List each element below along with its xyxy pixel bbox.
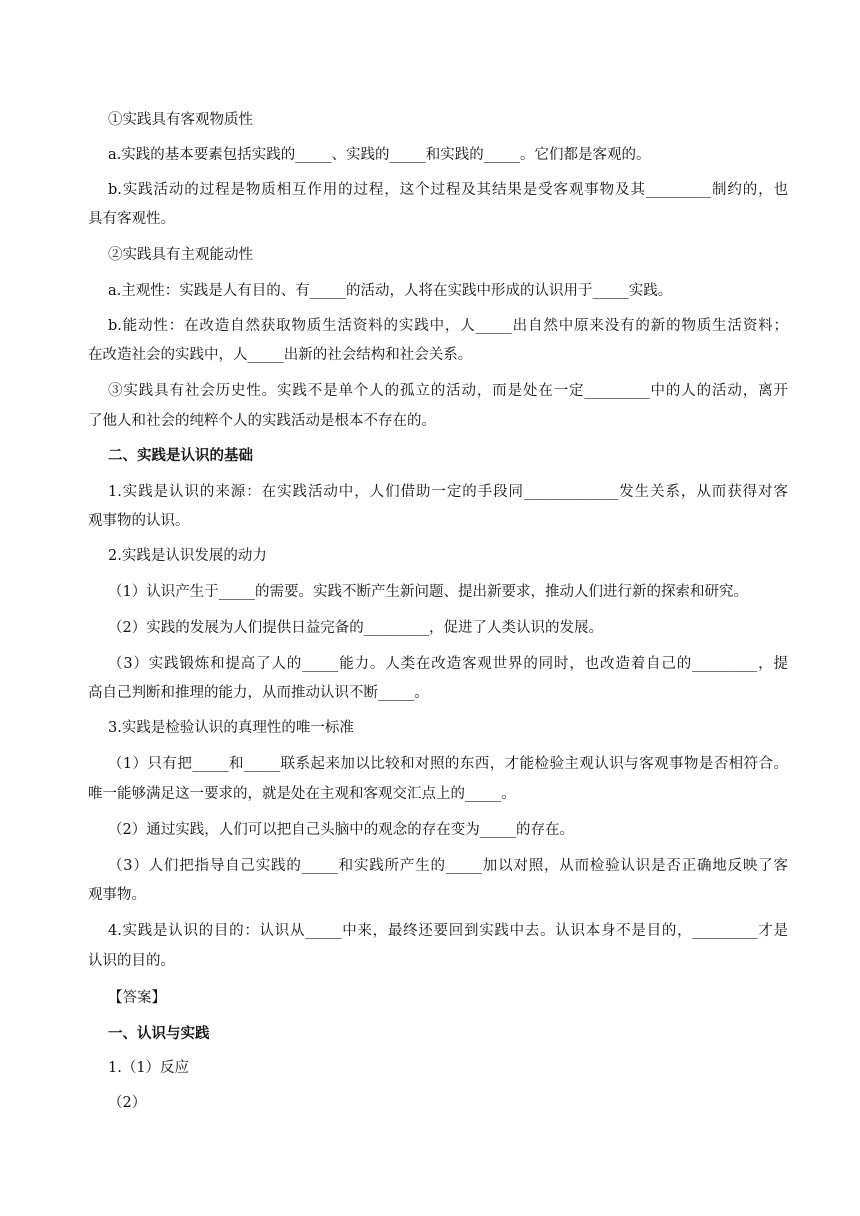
text-line: 具有客观性。 — [88, 211, 175, 227]
answer-heading: 【答案】 — [108, 990, 166, 1006]
text-line: ②实践具有主观能动性 — [108, 247, 253, 263]
text-line: （1）只有把_____和_____联系起来加以比较和对照的东西，才能检验主观认识与客观事物是否相符合。 — [108, 756, 788, 772]
text-line: （1）认识产生于_____的需要。实践不断产生新问题、提出新要求，推动人们进行新的探索和研究。 — [108, 584, 748, 600]
text-line: 1.（1）反应 — [108, 1060, 190, 1076]
text-line: 唯一能够满足这一要求的，就是处在主观和客观交汇点上的_____。 — [88, 786, 516, 802]
text-line: 4.实践是认识的目的：认识从_____中来，最终还要回到实践中去。认识本身不是目的，_________才是 — [108, 923, 788, 939]
text-line: 认识的目的。 — [88, 953, 175, 969]
text-line: a.主观性：实践是人有目的、有_____的活动，人将在实践中形成的认识用于_____实践。 — [108, 283, 673, 299]
text-line: （3）人们把指导自己实践的_____和实践所产生的_____加以对照，从而检验认识是否正确地反映了客 — [108, 858, 788, 874]
text-line: 观事物。 — [88, 887, 146, 903]
text-line: b.能动性：在改造自然获取物质生活资料的实践中，人_____出自然中原来没有的新的物质生活资料； — [108, 318, 788, 334]
text-line: 高自己判断和推理的能力，从而推动认识不断_____。 — [88, 685, 429, 701]
section-heading: 一、认识与实践 — [108, 1025, 210, 1042]
text-line: a.实践的基本要素包括实践的_____、实践的_____和实践的_____。它们都是客观的。 — [108, 147, 651, 163]
section-heading: 二、实践是认识的基础 — [108, 447, 253, 464]
text-line: （2）通过实践，人们可以把自己头脑中的观念的存在变为_____的存在。 — [108, 822, 574, 838]
text-line: 在改造社会的实践中，人_____出新的社会结构和社会关系。 — [88, 347, 473, 363]
text-line: b.实践活动的过程是物质相互作用的过程，这个过程及其结果是受客观事物及其_________制约的，也 — [108, 182, 788, 198]
text-line: （3）实践锻炼和提高了人的_____能力。人类在改造客观世界的同时，也改造着自己的_________，提 — [108, 656, 788, 672]
text-line: （2） — [108, 1095, 147, 1111]
text-line: 了他人和社会的纯粹个人的实践活动是根本不存在的。 — [88, 413, 436, 429]
text-line: （2）实践的发展为人们提供日益完备的_________，促进了人类认识的发展。 — [108, 620, 603, 636]
text-line: ①实践具有客观物质性 — [108, 112, 253, 128]
text-line: ③实践具有社会历史性。实践不是单个人的孤立的活动，而是处在一定_________中的人的活动，离开 — [108, 383, 788, 399]
text-line: 1.实践是认识的来源：在实践活动中，人们借助一定的手段同_____________发生关系，从而获得对客 — [108, 484, 788, 500]
text-line: 3.实践是检验认识的真理性的唯一标准 — [108, 720, 354, 736]
text-line: 观事物的认识。 — [88, 513, 190, 529]
text-line: 2.实践是认识发展的动力 — [108, 548, 267, 564]
